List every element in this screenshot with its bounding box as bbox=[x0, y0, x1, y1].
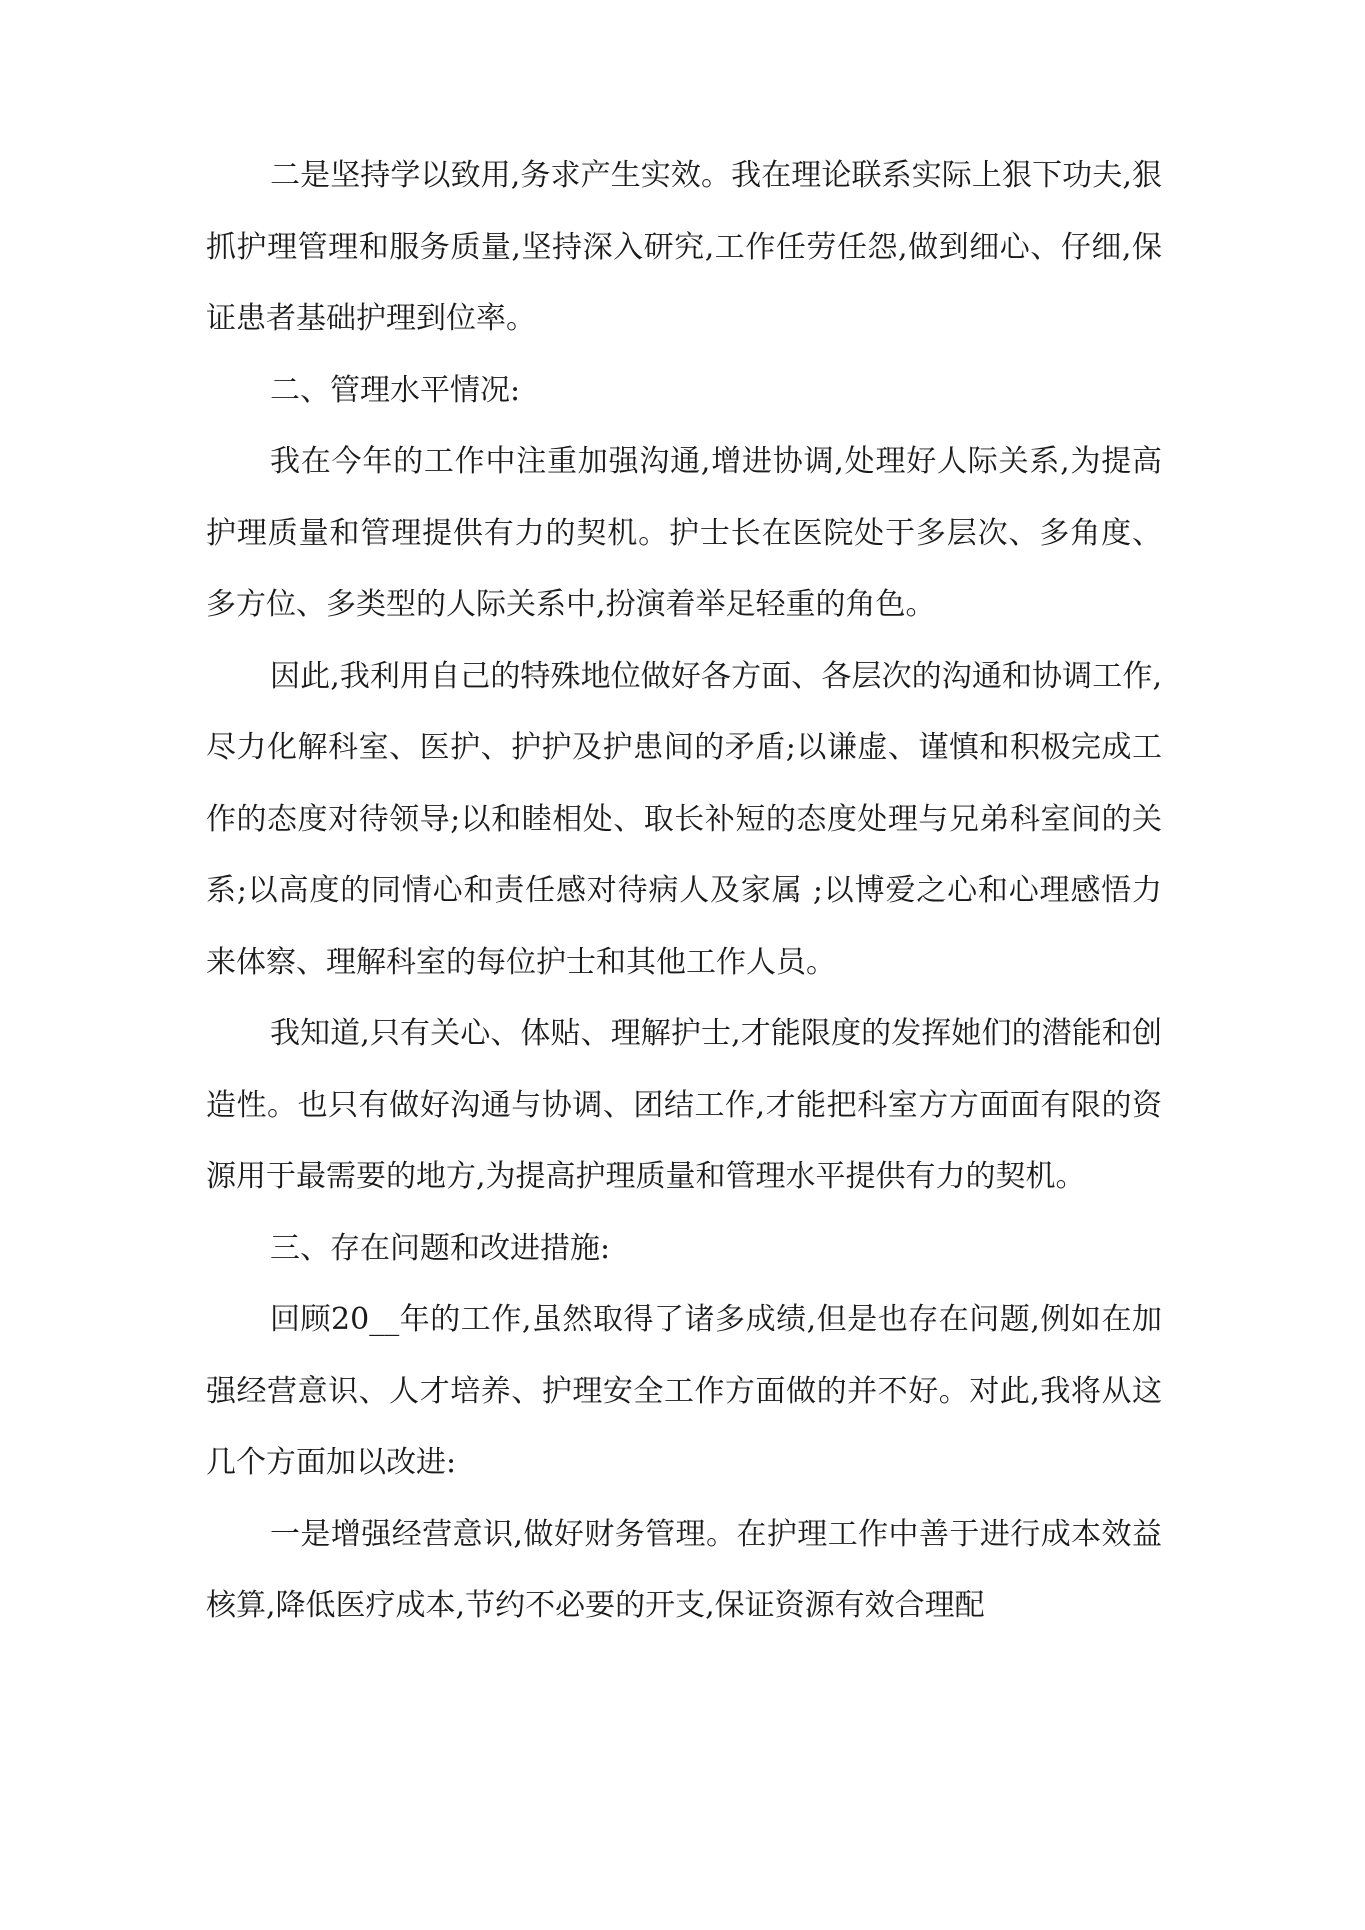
paragraph-coordination: 因此,我利用自己的特殊地位做好各方面、各层次的沟通和协调工作,尽力化解科室、医护、护护及护患间的矛盾;以谦虚、谨慎和积极完成工作的态度对待领导;以和睦相处、取长补短的态度处理与兄弟科室间的关系;以高度的同情心和责任感对待病人及家属 ;以博爱之心和心理感悟力来体察、理解科室的每位护士和其他工作人员。 bbox=[206, 658, 1162, 980]
paragraph-financial-management: 一是增强经营意识,做好财务管理。在护理工作中善于进行成本效益核算,降低医疗成本,节约不必要的开支,保证资源有效合理配 bbox=[206, 1516, 1162, 1623]
paragraph-practice: 二是坚持学以致用,务求产生实效。我在理论联系实际上狠下功夫,狠抓护理管理和服务质量,坚持深入研究,工作任劳任怨,做到细心、仔细,保证患者基础护理到位率。 bbox=[206, 158, 1162, 336]
heading-management-level: 二、管理水平情况: bbox=[270, 372, 521, 408]
paragraph-understanding-nurses: 我知道,只有关心、体贴、理解护士,才能限度的发挥她们的潜能和创造性。也只有做好沟通与协调、团结工作,才能把科室方方面面有限的资源用于最需要的地方,为提高护理质量和管理水平提供有力的契机。 bbox=[206, 1016, 1162, 1194]
paragraph-review: 回顾20__年的工作,虽然取得了诸多成绩,但是也存在问题,例如在加强经营意识、人才培养、护理安全工作方面做的并不好。对此,我将从这几个方面加以改进: bbox=[206, 1302, 1162, 1480]
paragraph-communication: 我在今年的工作中注重加强沟通,增进协调,处理好人际关系,为提高护理质量和管理提供有力的契机。护士长在医院处于多层次、多角度、多方位、多类型的人际关系中,扮演着举足轻重的角色。 bbox=[206, 444, 1162, 622]
heading-problems-improvements: 三、存在问题和改进措施: bbox=[270, 1230, 611, 1266]
document-body bbox=[206, 140, 1162, 1642]
